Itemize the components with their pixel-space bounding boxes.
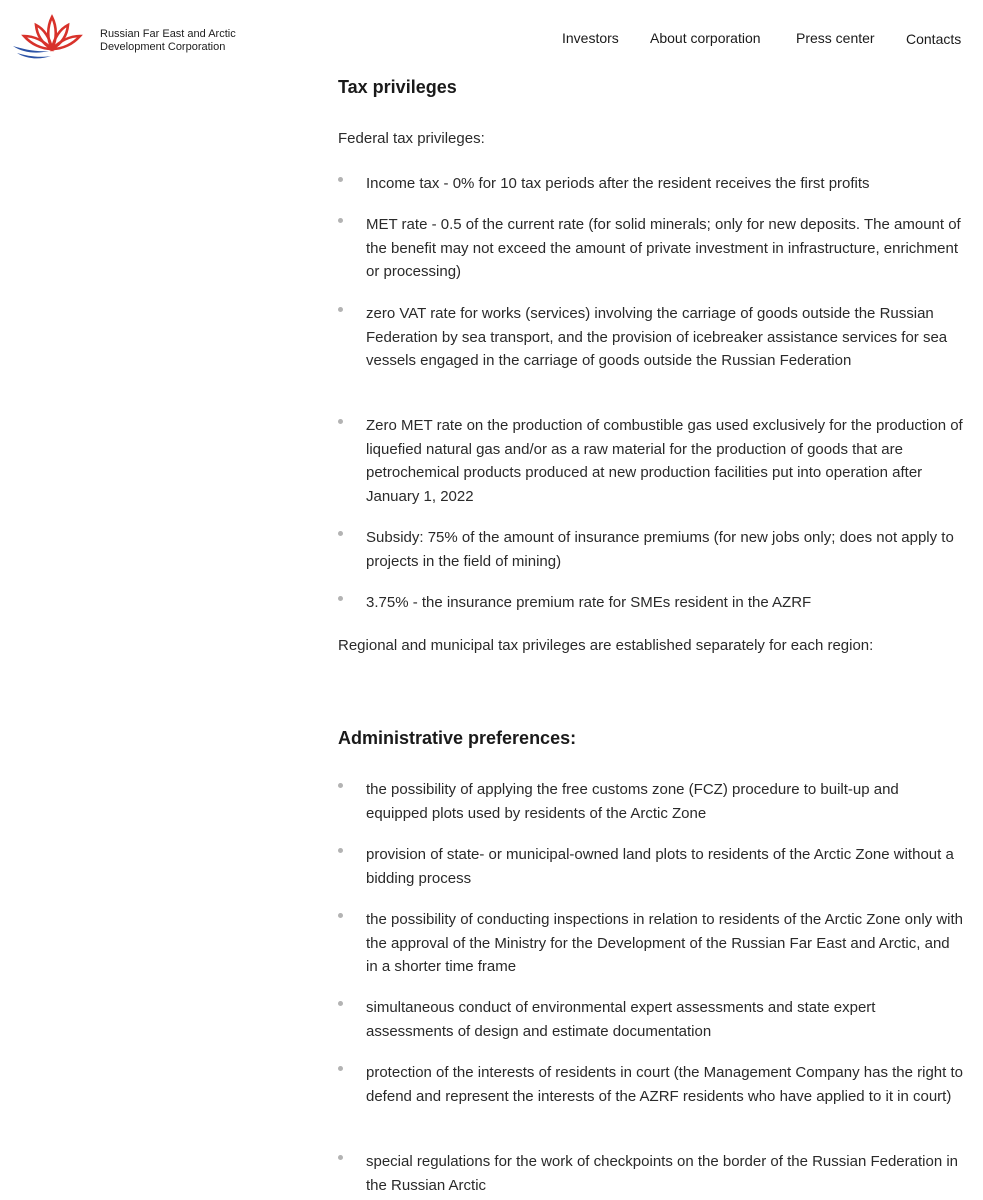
bullet-icon xyxy=(338,783,343,788)
list-item xyxy=(338,526,963,573)
logo-text-line2: Development Corporation xyxy=(100,41,226,53)
bullet-icon xyxy=(338,1155,343,1160)
bullet-icon xyxy=(338,848,343,853)
bullet-icon xyxy=(338,1001,343,1006)
bullet-icon xyxy=(338,1066,343,1071)
list-item xyxy=(338,996,963,1043)
list-item-text: special regulations for the work of checkpoints on the border of the Russian Federation in the Russian Arctic xyxy=(366,1153,959,1194)
list-item xyxy=(338,591,963,615)
list-item xyxy=(338,908,963,979)
nav-contacts[interactable]: Contacts xyxy=(906,31,962,47)
list-item-text: protection of the interests of residents in court (the Management Company has the right to defend and represent the interests of the AZRF residents who have applied to it in court) xyxy=(366,1064,963,1105)
list-item-text: Income tax - 0% for 10 tax periods after the resident receives the first profits xyxy=(366,175,870,192)
list-item-text: the possibility of conducting inspections in relation to residents of the Arctic Zone only with the approval of the Ministry for the Development of the Russian Far East and Arctic, and in a shorter time frame xyxy=(366,911,963,976)
site-header xyxy=(0,0,983,72)
list-item xyxy=(338,1061,963,1108)
logo-text[interactable] xyxy=(100,28,260,54)
list-item-text: 3.75% - the insurance premium rate for SMEs resident in the AZRF xyxy=(366,594,812,611)
corporation-logo[interactable] xyxy=(11,13,93,61)
bullet-icon xyxy=(338,419,343,424)
bullet-icon xyxy=(338,596,343,601)
bullet-icon xyxy=(338,218,343,223)
bullet-icon xyxy=(338,177,343,182)
list-item-text: zero VAT rate for works (services) involving the carriage of goods outside the Russian Federation by sea transport, and the provision of icebreaker assistance services for sea vessels engaged in the carriage of goods outside the Russian Federation xyxy=(366,305,948,370)
bullet-icon xyxy=(338,913,343,918)
list-item-text: Zero MET rate on the production of combustible gas used exclusively for the production of liquefied natural gas and/or as a raw material for the production of goods that are petrochemical products produced at new production facilities put into operation after January 1, 2022 xyxy=(366,417,963,505)
list-item xyxy=(338,213,963,284)
bullet-icon xyxy=(338,531,343,536)
logo-text-line1: Russian Far East and Arctic xyxy=(100,28,236,40)
list-item-text: simultaneous conduct of environmental expert assessments and state expert assessments of design and estimate documentation xyxy=(366,999,876,1040)
list-item xyxy=(338,843,963,890)
tax-privileges-heading: Tax privileges xyxy=(338,77,457,97)
list-item-text: Subsidy: 75% of the amount of insurance premiums (for new jobs only; does not apply to projects in the field of mining) xyxy=(366,529,954,570)
nav-about-corporation[interactable]: About corporation xyxy=(650,30,761,46)
regional-tax-note: Regional and municipal tax privileges are established separately for each region: xyxy=(338,637,874,654)
nav-press-center[interactable]: Press center xyxy=(796,30,875,46)
list-item xyxy=(338,778,963,825)
bullet-icon xyxy=(338,307,343,312)
federal-tax-intro: Federal tax privileges: xyxy=(338,130,485,147)
nav-investors[interactable]: Investors xyxy=(562,30,619,46)
list-item-text: provision of state- or municipal-owned land plots to residents of the Arctic Zone without a bidding process xyxy=(366,846,954,887)
list-item-text: the possibility of applying the free customs zone (FCZ) procedure to built-up and equipped plots used by residents of the Arctic Zone xyxy=(366,781,899,822)
list-item xyxy=(338,302,963,373)
list-item xyxy=(338,414,963,508)
list-item xyxy=(338,1150,963,1197)
list-item xyxy=(338,172,963,196)
list-item-text: MET rate - 0.5 of the current rate (for solid minerals; only for new deposits. The amount of the benefit may not exceed the amount of private investment in infrastructure, enrichment or processing) xyxy=(366,216,961,281)
administrative-preferences-heading: Administrative preferences: xyxy=(338,728,577,748)
